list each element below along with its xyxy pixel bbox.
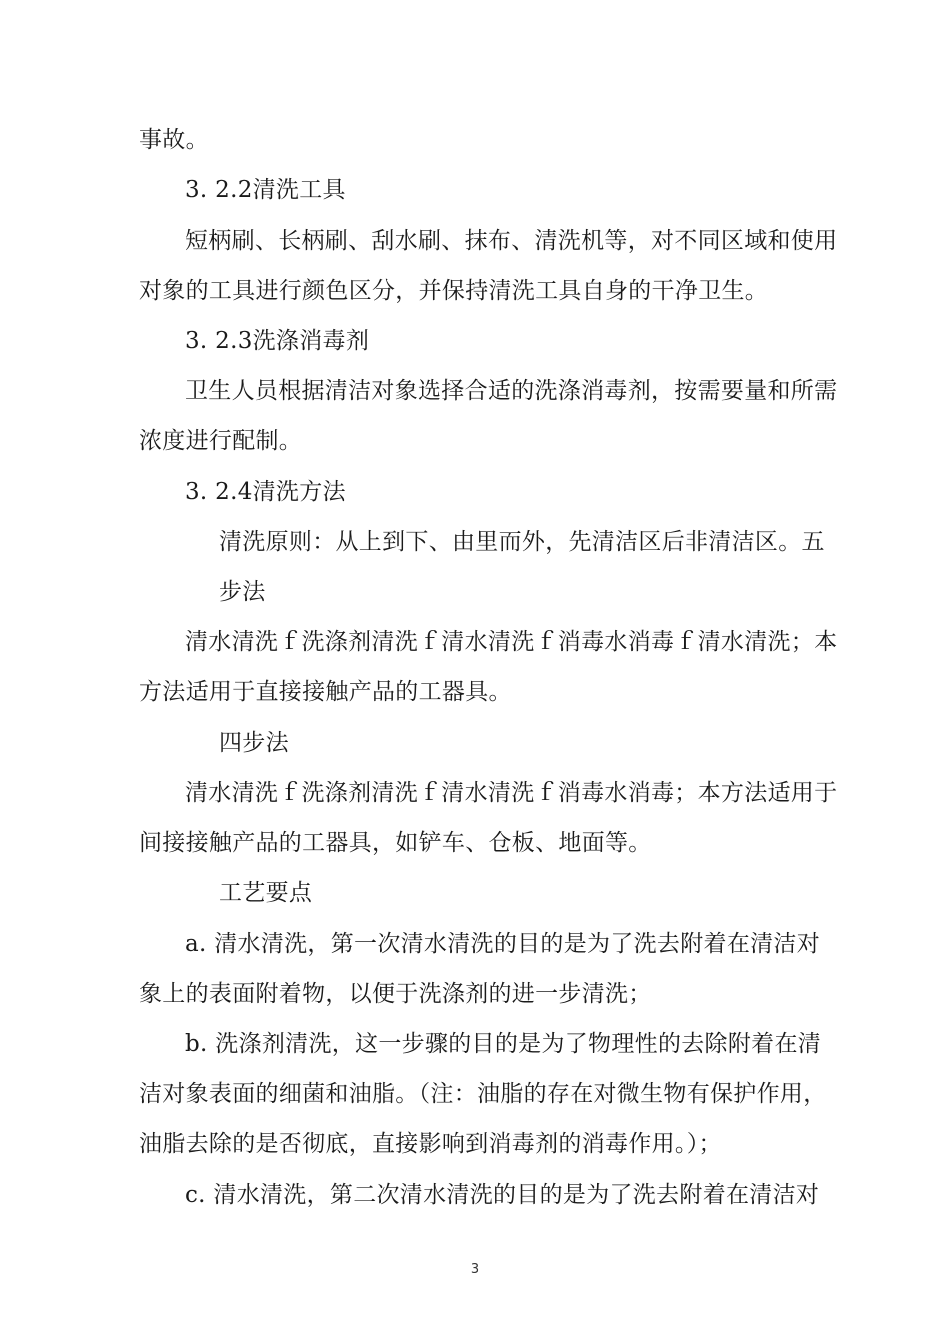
text-line: 事故。 — [139, 127, 209, 153]
text-line: 浓度进行配制。 — [139, 428, 303, 454]
list-item-b: b. 洗涤剂清洗，这一步骤的目的是为了物理性的去除附着在清 — [185, 1031, 822, 1057]
text-line: 清洗原则：从上到下、由里而外，先清洁区后非清洁区。五 — [219, 529, 825, 555]
subheading-four-step: 四步法 — [219, 730, 289, 756]
text-line: 短柄刷、长柄刷、刮水刷、抹布、清洗机等，对不同区域和使用 — [185, 228, 838, 254]
list-item-a: a. 清水清洗，第一次清水清洗的目的是为了洗去附着在清洁对 — [185, 931, 821, 957]
page-number: 3 — [470, 1262, 480, 1277]
text-line: 方法适用于直接接触产品的工器具。 — [139, 679, 512, 705]
section-heading-3-2-2: 3. 2.2清洗工具 — [185, 177, 346, 203]
text-line: 清水清洗ｆ洗涤剂清洗ｆ清水清洗ｆ消毒水消毒ｆ清水清洗；本 — [185, 629, 838, 655]
subheading-process-points: 工艺要点 — [219, 880, 313, 906]
section-heading-3-2-4: 3. 2.4清洗方法 — [185, 479, 346, 505]
section-heading-3-2-3: 3. 2.3洗涤消毒剂 — [185, 328, 370, 354]
text-line: 洁对象表面的细菌和油脂。（注：油脂的存在对微生物有保护作用， — [139, 1081, 827, 1107]
text-line: 卫生人员根据清洁对象选择合适的洗涤消毒剂，按需要量和所需 — [185, 378, 838, 404]
text-line: 对象的工具进行颜色区分，并保持清洗工具自身的干净卫生。 — [139, 278, 769, 304]
text-line: 间接接触产品的工器具，如铲车、仓板、地面等。 — [139, 830, 652, 856]
text-line: 清水清洗ｆ洗涤剂清洗ｆ清水清洗ｆ消毒水消毒；本方法适用于 — [185, 780, 838, 806]
text-line: 油脂去除的是否彻底，直接影响到消毒剂的消毒作用。）； — [139, 1131, 722, 1157]
subheading-five-step: 步法 — [219, 579, 266, 605]
text-line: 象上的表面附着物，以便于洗涤剂的进一步清洗； — [139, 981, 652, 1007]
list-item-c: c. 清水清洗，第二次清水清洗的目的是为了洗去附着在清洁对 — [185, 1182, 820, 1208]
